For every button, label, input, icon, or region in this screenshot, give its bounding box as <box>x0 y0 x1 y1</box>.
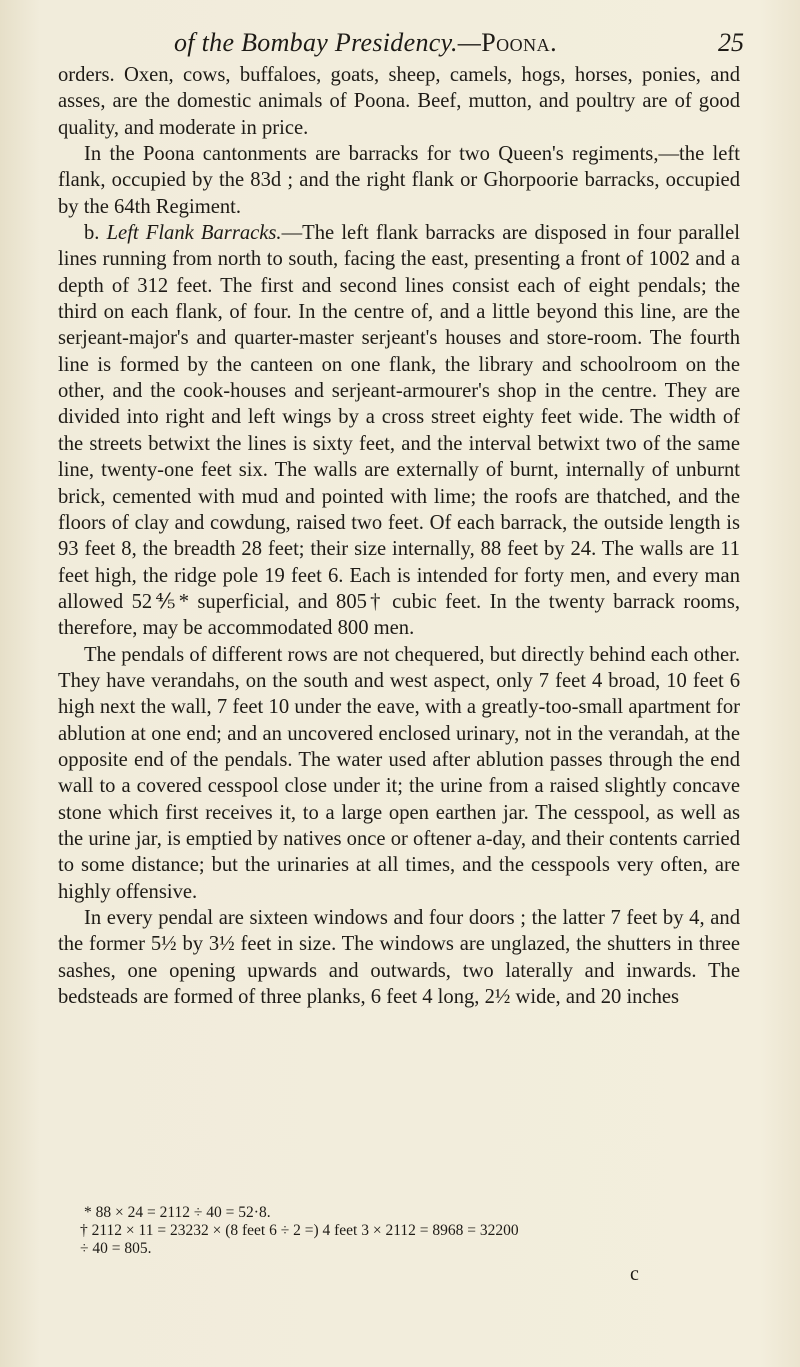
paragraph-1: orders. Oxen, cows, buffaloes, goats, sheep, camels, hogs, horses, ponies, and asses, are the domestic animals of Poona. Beef, mutton, and poultry are of good quality, and moderate in price. <box>58 64 740 139</box>
section-marker: b. <box>84 222 100 245</box>
signature-mark: c <box>630 1263 639 1285</box>
body-text <box>58 62 740 1010</box>
running-title: of the Bombay Presidency.—Poona. <box>174 28 558 57</box>
paragraph-5: In every pendal are sixteen windows and four doors ; the latter 7 feet by 4, and the former 5½ by 3½ feet in size. The windows are unglazed, the shutters in three sashes, one opening upwards and outwards, two laterally and inwards. The bedsteads are formed of three planks, 6 feet 4 long, 2½ wide, and 20 inches <box>58 907 740 1009</box>
running-title-place: Poona. <box>481 28 558 57</box>
running-header <box>64 26 744 60</box>
paragraph-4: The pendals of different rows are not chequered, but directly behind each other. They have verandahs, on the south and west aspect, only 7 feet 4 broad, 10 feet 6 high next the wall, 7 feet 10 under the eave, with a greatly-too-small apartment for ablution at one end; and an uncovered enclosed urinary, not in the verandah, at the opposite end of the pendals. The water used after ablution passes through the end wall to a covered cesspool close under it; the urine from a raised slightly concave stone which first receives it, to a large open earthen jar. The cesspool, as well as the urine jar, is emptied by natives once or oftener a-day, and their contents carried to some distance; but the urinaries at all times, and the cesspools very often, are highly offensive. <box>58 643 740 903</box>
footnote-2-cont: ÷ 40 = 805. <box>80 1240 152 1257</box>
page-number: 25 <box>718 28 744 57</box>
section-heading: Left Flank Barracks. <box>106 222 282 245</box>
footnote-1: * 88 × 24 = 2112 ÷ 40 = 52·8. <box>84 1204 271 1221</box>
paragraph-2: In the Poona cantonments are barracks for two Queen's regiments,—the left flank, occupied by the 83d ; and the right flank or Ghorpoorie barracks, occupied by the 64th Regiment. <box>58 143 740 218</box>
paragraph-3: b. Left Flank Barracks.—The left flank barracks are disposed in four parallel lines running from north to south, facing the east, presenting a front of 1002 and a depth of 312 feet. The first and second lines consist each of eight pendals; the third on each flank, of four. In the centre of, and a little beyond this line, are the serjeant-major's and quarter-master serjeant's houses and store-room. The fourth line is formed by the canteen on one flank, the library and schoolroom on the other, and the cook-houses and serjeant-armourer's shop in the centre. They are divided into right and left wings by a cross street eighty feet wide. The width of the streets betwixt the lines is sixty feet, and the interval betwixt two of the same line, twenty-one feet six. The walls are externally of burnt, internally of unburnt brick, cemented with mud and pointed with lime; the roofs are thatched, and the floors of clay and cowdung, raised two feet. Of each barrack, the outside length is 93 feet 8, the breadth 28 feet; their size internally, 88 feet by 24. The walls are 11 feet high, the ridge pole 19 feet 6. Each is intended for forty men, and every man allowed 52⅘* superficial, and 805† cubic feet. In the twenty barrack rooms, therefore, may be accommodated 800 men. <box>58 222 741 640</box>
footnote-2: † 2112 × 11 = 23232 × (8 feet 6 ÷ 2 =) 4 feet 3 × 2112 = 8968 = 32200 <box>80 1222 519 1239</box>
footnotes <box>58 1204 740 1258</box>
